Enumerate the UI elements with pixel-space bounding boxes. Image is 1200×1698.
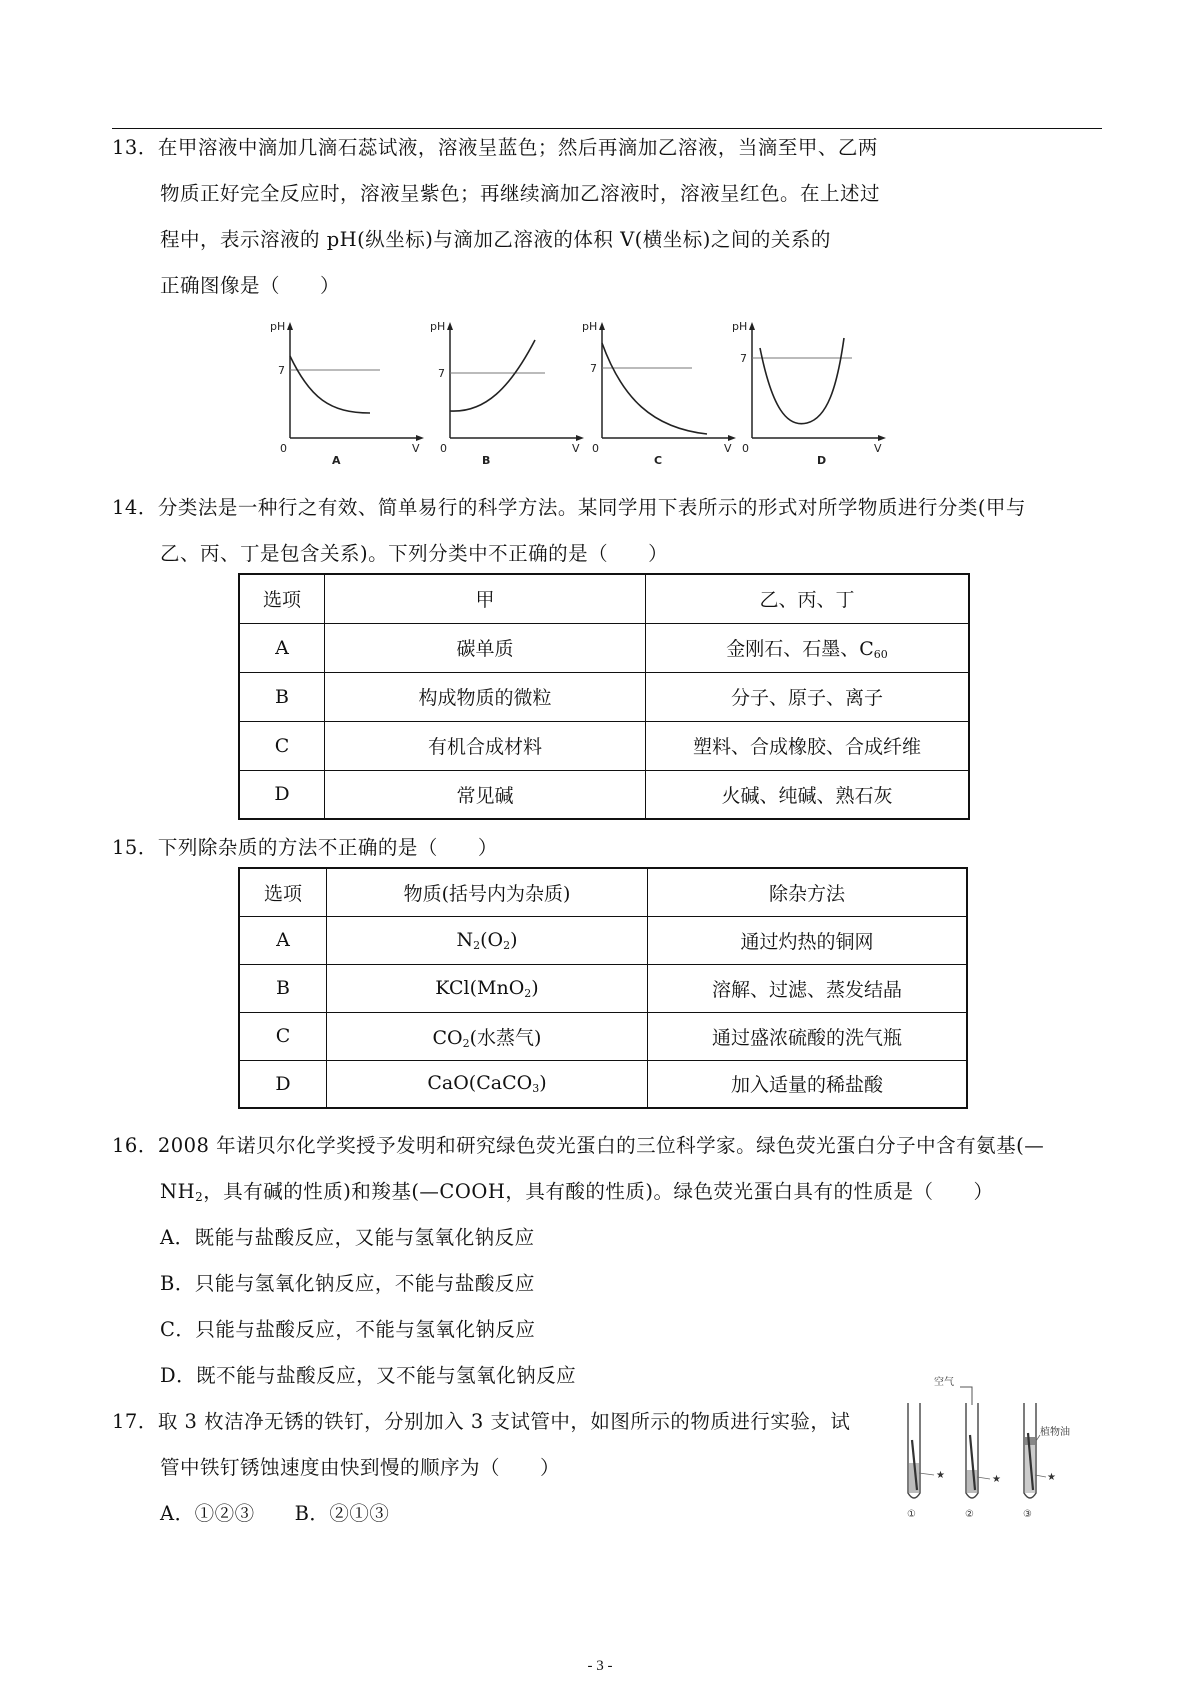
graph-a [270,318,430,468]
nail-label: ★ [1047,1472,1056,1483]
graph-b-ylabel: pH [430,320,446,333]
header-cell: 甲 [325,574,646,623]
method-cell: 通过灼热的铜网 [648,916,968,964]
category-cell: 有机合成材料 [325,721,646,770]
graph-c-ylabel: pH [582,320,598,333]
graph-c-ref: 7 [590,362,597,375]
q15-line: 15．下列除杂质的方法不正确的是（ ） [112,836,498,859]
graph-c-label: C [654,454,663,467]
page-number: - 3 - [587,1658,613,1674]
table-row [239,672,969,721]
graph-a-origin: 0 [280,442,287,455]
q13-line-1: 13．在甲溶液中滴加几滴石蕊试液，溶液呈蓝色；然后再滴加乙溶液，当滴至甲、乙两 [112,136,878,159]
graph-b-xlabel: V [572,442,580,455]
q14-line-2: 乙、丙、丁是包含关系)。下列分类中不正确的是（ ） [160,542,669,565]
graph-b-origin: 0 [440,442,447,455]
q13-line-4: 正确图像是（ ） [160,274,341,297]
q16-option-a: A．既能与盐酸反应，又能与氢氧化钠反应 [160,1226,535,1249]
graph-d-ylabel: pH [732,320,748,333]
nail-label: ★ [936,1470,945,1481]
q17-line-1: 17．取 3 枚洁净无锈的铁钉，分别加入 3 支试管中，如图所示的物质进行实验，试 [112,1410,851,1433]
option-cell: C [239,721,325,770]
ph-graph-options [270,318,940,468]
test-tube-figure [890,1375,1070,1525]
table-row [239,623,969,672]
oil-label: 植物油 [1040,1427,1070,1438]
header-rule [112,128,1102,129]
members-cell: 分子、原子、离子 [646,672,970,721]
tube-label-3: ③ [1023,1509,1032,1520]
category-cell: 构成物质的微粒 [325,672,646,721]
option-cell: D [239,770,325,819]
option-cell: B [239,672,325,721]
graph-d-xlabel: V [874,442,882,455]
members-cell: 金刚石、石墨、$C_{60}$ [646,623,970,672]
graph-b [430,318,590,468]
graph-d [732,318,892,468]
option-cell: A [239,916,327,964]
option-cell: C [239,1012,327,1060]
category-cell: 碳单质 [325,623,646,672]
graph-b-ref: 7 [438,367,445,380]
tube-label-2: ② [965,1509,974,1520]
table-row [239,1060,967,1108]
q16-line-1: 16．2008 年诺贝尔化学奖授予发明和研究绿色荧光蛋白的三位科学家。绿色荧光蛋白分子中含有氨基(— [112,1134,1045,1157]
option-cell: A [239,623,325,672]
graph-a-xlabel: V [412,442,420,455]
q17-options: A．①②③ B．②①③ [160,1502,390,1525]
members-cell: 塑料、合成橡胶、合成纤维 [646,721,970,770]
method-cell: 溶解、过滤、蒸发结晶 [648,964,968,1012]
q16-option-d: D．既不能与盐酸反应，又不能与氢氧化钠反应 [160,1364,577,1387]
q16-line-2: $NH_2$，具有碱的性质)和羧基(—COOH，具有酸的性质)。绿色荧光蛋白具有的性质是（ ） [160,1180,994,1204]
substance-cell: $CO_2$(水蒸气) [327,1012,648,1060]
graph-d-ref: 7 [740,352,747,365]
graph-c-xlabel: V [724,442,732,455]
nail-label: ★ [992,1474,1001,1485]
graph-c [582,318,742,468]
graph-a-ylabel: pH [270,320,286,333]
method-cell: 加入适量的稀盐酸 [648,1060,968,1108]
header-cell: 物质(括号内为杂质) [327,868,648,916]
header-cell: 选项 [239,868,327,916]
graph-c-origin: 0 [592,442,599,455]
q16-option-c: C．只能与盐酸反应，不能与氢氧化钠反应 [160,1318,536,1341]
q14-line-1: 14．分类法是一种行之有效、简单易行的科学方法。某同学用下表所示的形式对所学物质进行分类(甲与 [112,496,1026,519]
table-row [239,721,969,770]
substance-cell: CaO(CaCO$_3$) [327,1060,648,1108]
table-header-row [239,574,969,623]
method-cell: 通过盛浓硫酸的洗气瓶 [648,1012,968,1060]
impurity-table [238,867,968,1109]
q13-line-3: 程中，表示溶液的 pH(纵坐标)与滴加乙溶液的体积 V(横坐标)之间的关系的 [160,228,831,251]
table-row [239,770,969,819]
graph-b-label: B [482,454,491,467]
category-cell: 常见碱 [325,770,646,819]
table-row [239,1012,967,1060]
header-cell: 除杂方法 [648,868,968,916]
option-cell: B [239,964,327,1012]
header-cell: 乙、丙、丁 [646,574,970,623]
air-label: 空气 [934,1377,954,1388]
graph-a-ref: 7 [278,364,285,377]
q16-option-b: B．只能与氢氧化钠反应，不能与盐酸反应 [160,1272,535,1295]
graph-d-origin: 0 [742,442,749,455]
table-row [239,964,967,1012]
classification-table [238,573,970,820]
substance-cell: KCl(MnO$_2$) [327,964,648,1012]
substance-cell: $N_2(O_2)$ [327,916,648,964]
table-row [239,916,967,964]
tube-label-1: ① [907,1509,916,1520]
q17-line-2: 管中铁钉锈蚀速度由快到慢的顺序为（ ） [160,1456,561,1479]
graph-d-label: D [817,454,827,467]
graph-a-label: A [332,454,341,467]
table-header-row [239,868,967,916]
option-cell: D [239,1060,327,1108]
members-cell: 火碱、纯碱、熟石灰 [646,770,970,819]
q13-line-2: 物质正好完全反应时，溶液呈紫色；再继续滴加乙溶液时，溶液呈红色。在上述过 [160,182,881,205]
header-cell: 选项 [239,574,325,623]
